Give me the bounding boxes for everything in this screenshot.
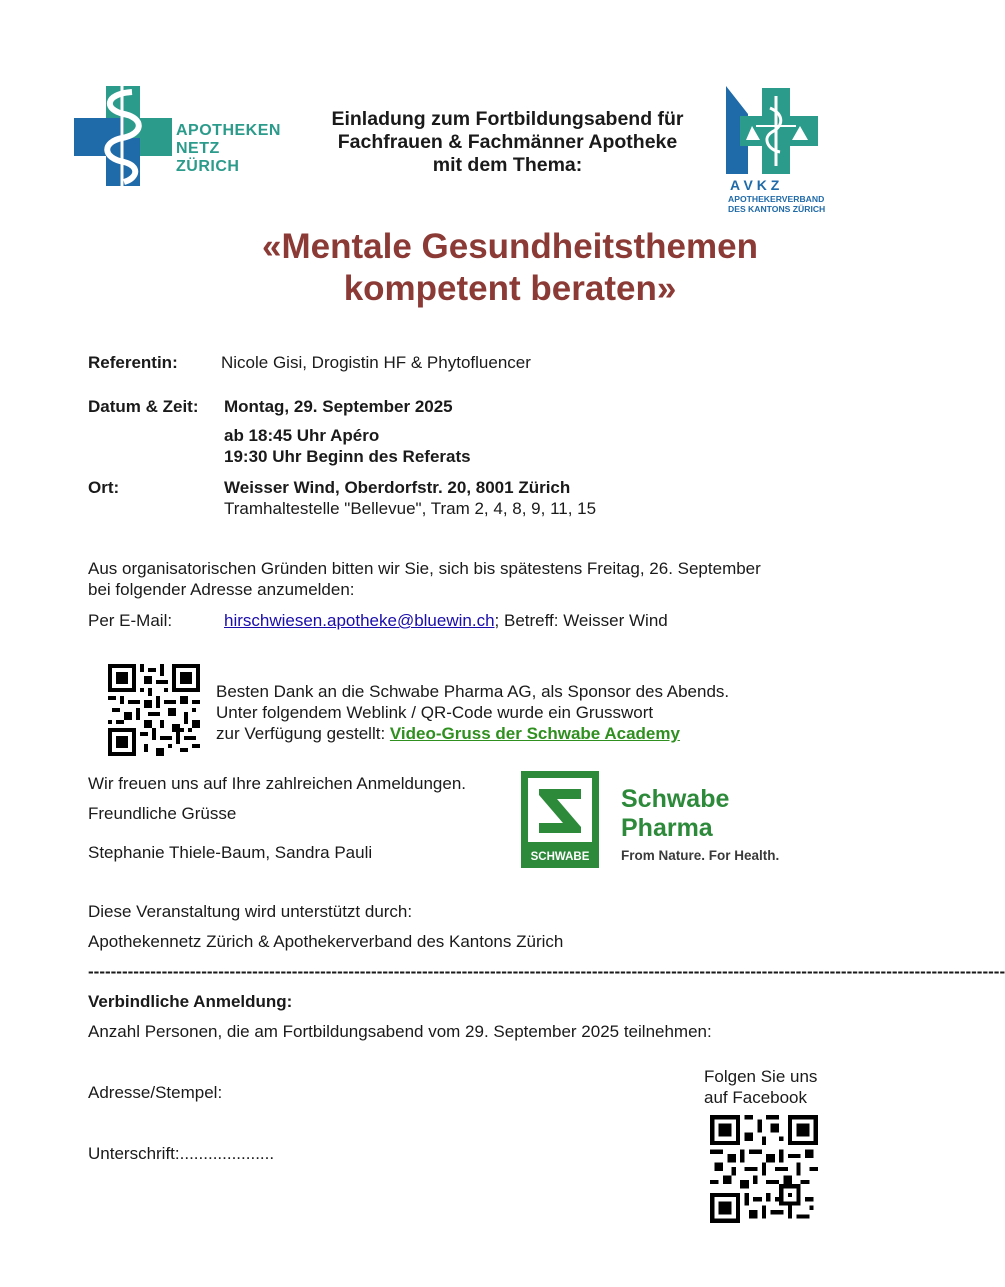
facebook-line-2: auf Facebook [704, 1088, 808, 1107]
email-label: Per E-Mail: [88, 611, 173, 630]
title-line: kompetent beraten» [343, 269, 677, 308]
form-signature: Unterschrift:.................... [88, 1144, 275, 1163]
form-persons: Anzahl Personen, die am Fortbildungsabend vom 29. September 2025 teilnehmen: [88, 1022, 712, 1041]
sponsor-qr-code[interactable] [108, 664, 200, 756]
place-transit: Tramhaltestelle "Bellevue", Tram 2, 4, 8, 9, 11, 15 [224, 499, 597, 518]
intro-heading [300, 108, 715, 177]
date-label: Datum & Zeit: [88, 397, 199, 416]
speaker-label: Referentin: [88, 353, 178, 372]
schwabe-tagline: From Nature. For Health. [621, 848, 780, 863]
sponsor-line-3 [216, 723, 680, 744]
avkz-logo [726, 86, 856, 216]
facebook-qr-code[interactable] [710, 1115, 818, 1223]
event-title [200, 226, 820, 310]
place-label: Ort: [88, 478, 120, 497]
time-apero: ab 18:45 Uhr Apéro [224, 426, 380, 445]
video-greeting-link[interactable]: Video-Gruss der Schwabe Academy [389, 724, 680, 743]
apo-logo-line1: APOTHEKEN [176, 122, 281, 139]
email-link[interactable]: hirschwiesen.apotheke@bluewin.ch [224, 611, 495, 630]
speaker-value: Nicole Gisi, Drogistin HF & Phytofluencer [221, 353, 531, 372]
apo-logo-line3: ZÜRICH [176, 158, 240, 175]
schwabe-badge-text: SCHWABE [530, 851, 590, 863]
apotheken-netz-logo [74, 86, 286, 186]
sponsor-line-2: Unter folgendem Weblink / QR-Code wurde ein Grusswort [216, 703, 654, 722]
schwabe-pharma-logo [521, 771, 807, 868]
avkz-line1: APOTHEKERVERBAND [728, 194, 825, 204]
form-heading: Verbindliche Anmeldung: [88, 992, 293, 1011]
form-address: Adresse/Stempel: [88, 1083, 223, 1102]
closing-greeting: Freundliche Grüsse [88, 804, 237, 823]
schwabe-name-1: Schwabe [621, 785, 730, 813]
avkz-abbr: A V K Z [730, 177, 780, 193]
title-line: «Mentale Gesundheitsthemen [262, 227, 758, 266]
sponsor-line-3-prefix: zur Verfügung gestellt: [216, 724, 390, 743]
cut-line-divider: ------------------------------------------------------------------------------------------------------------------------------------------------------------------ [88, 962, 1005, 981]
intro-line: Einladung zum Fortbildungsabend für [331, 108, 684, 130]
avkz-line2: DES KANTONS ZÜRICH [728, 204, 826, 214]
registration-notice-1: Aus organisatorischen Gründen bitten wir Sie, sich bis spätestens Freitag, 26. September [88, 559, 761, 578]
closing-line: Wir freuen uns auf Ihre zahlreichen Anmeldungen. [88, 774, 467, 793]
apo-logo-line2: NETZ [176, 140, 220, 157]
place-value: Weisser Wind, Oberdorfstr. 20, 8001 Zürich [224, 478, 571, 497]
date-value: Montag, 29. September 2025 [224, 397, 453, 416]
email-subject: ; Betreff: Weisser Wind [494, 611, 668, 630]
schwabe-name-2: Pharma [621, 814, 713, 842]
closing-signers: Stephanie Thiele-Baum, Sandra Pauli [88, 843, 373, 862]
email-line [224, 610, 668, 631]
intro-line: mit dem Thema: [432, 154, 583, 176]
registration-notice-2: bei folgender Adresse anzumelden: [88, 580, 355, 599]
support-line-1: Diese Veranstaltung wird unterstützt durch: [88, 902, 413, 921]
facebook-line-1: Folgen Sie uns [704, 1067, 818, 1086]
time-start: 19:30 Uhr Beginn des Referats [224, 447, 471, 466]
intro-line: Fachfrauen & Fachmänner Apotheke [337, 131, 678, 153]
support-line-2: Apothekennetz Zürich & Apothekerverband des Kantons Zürich [88, 932, 564, 951]
sponsor-line-1: Besten Dank an die Schwabe Pharma AG, als Sponsor des Abends. [216, 682, 730, 701]
